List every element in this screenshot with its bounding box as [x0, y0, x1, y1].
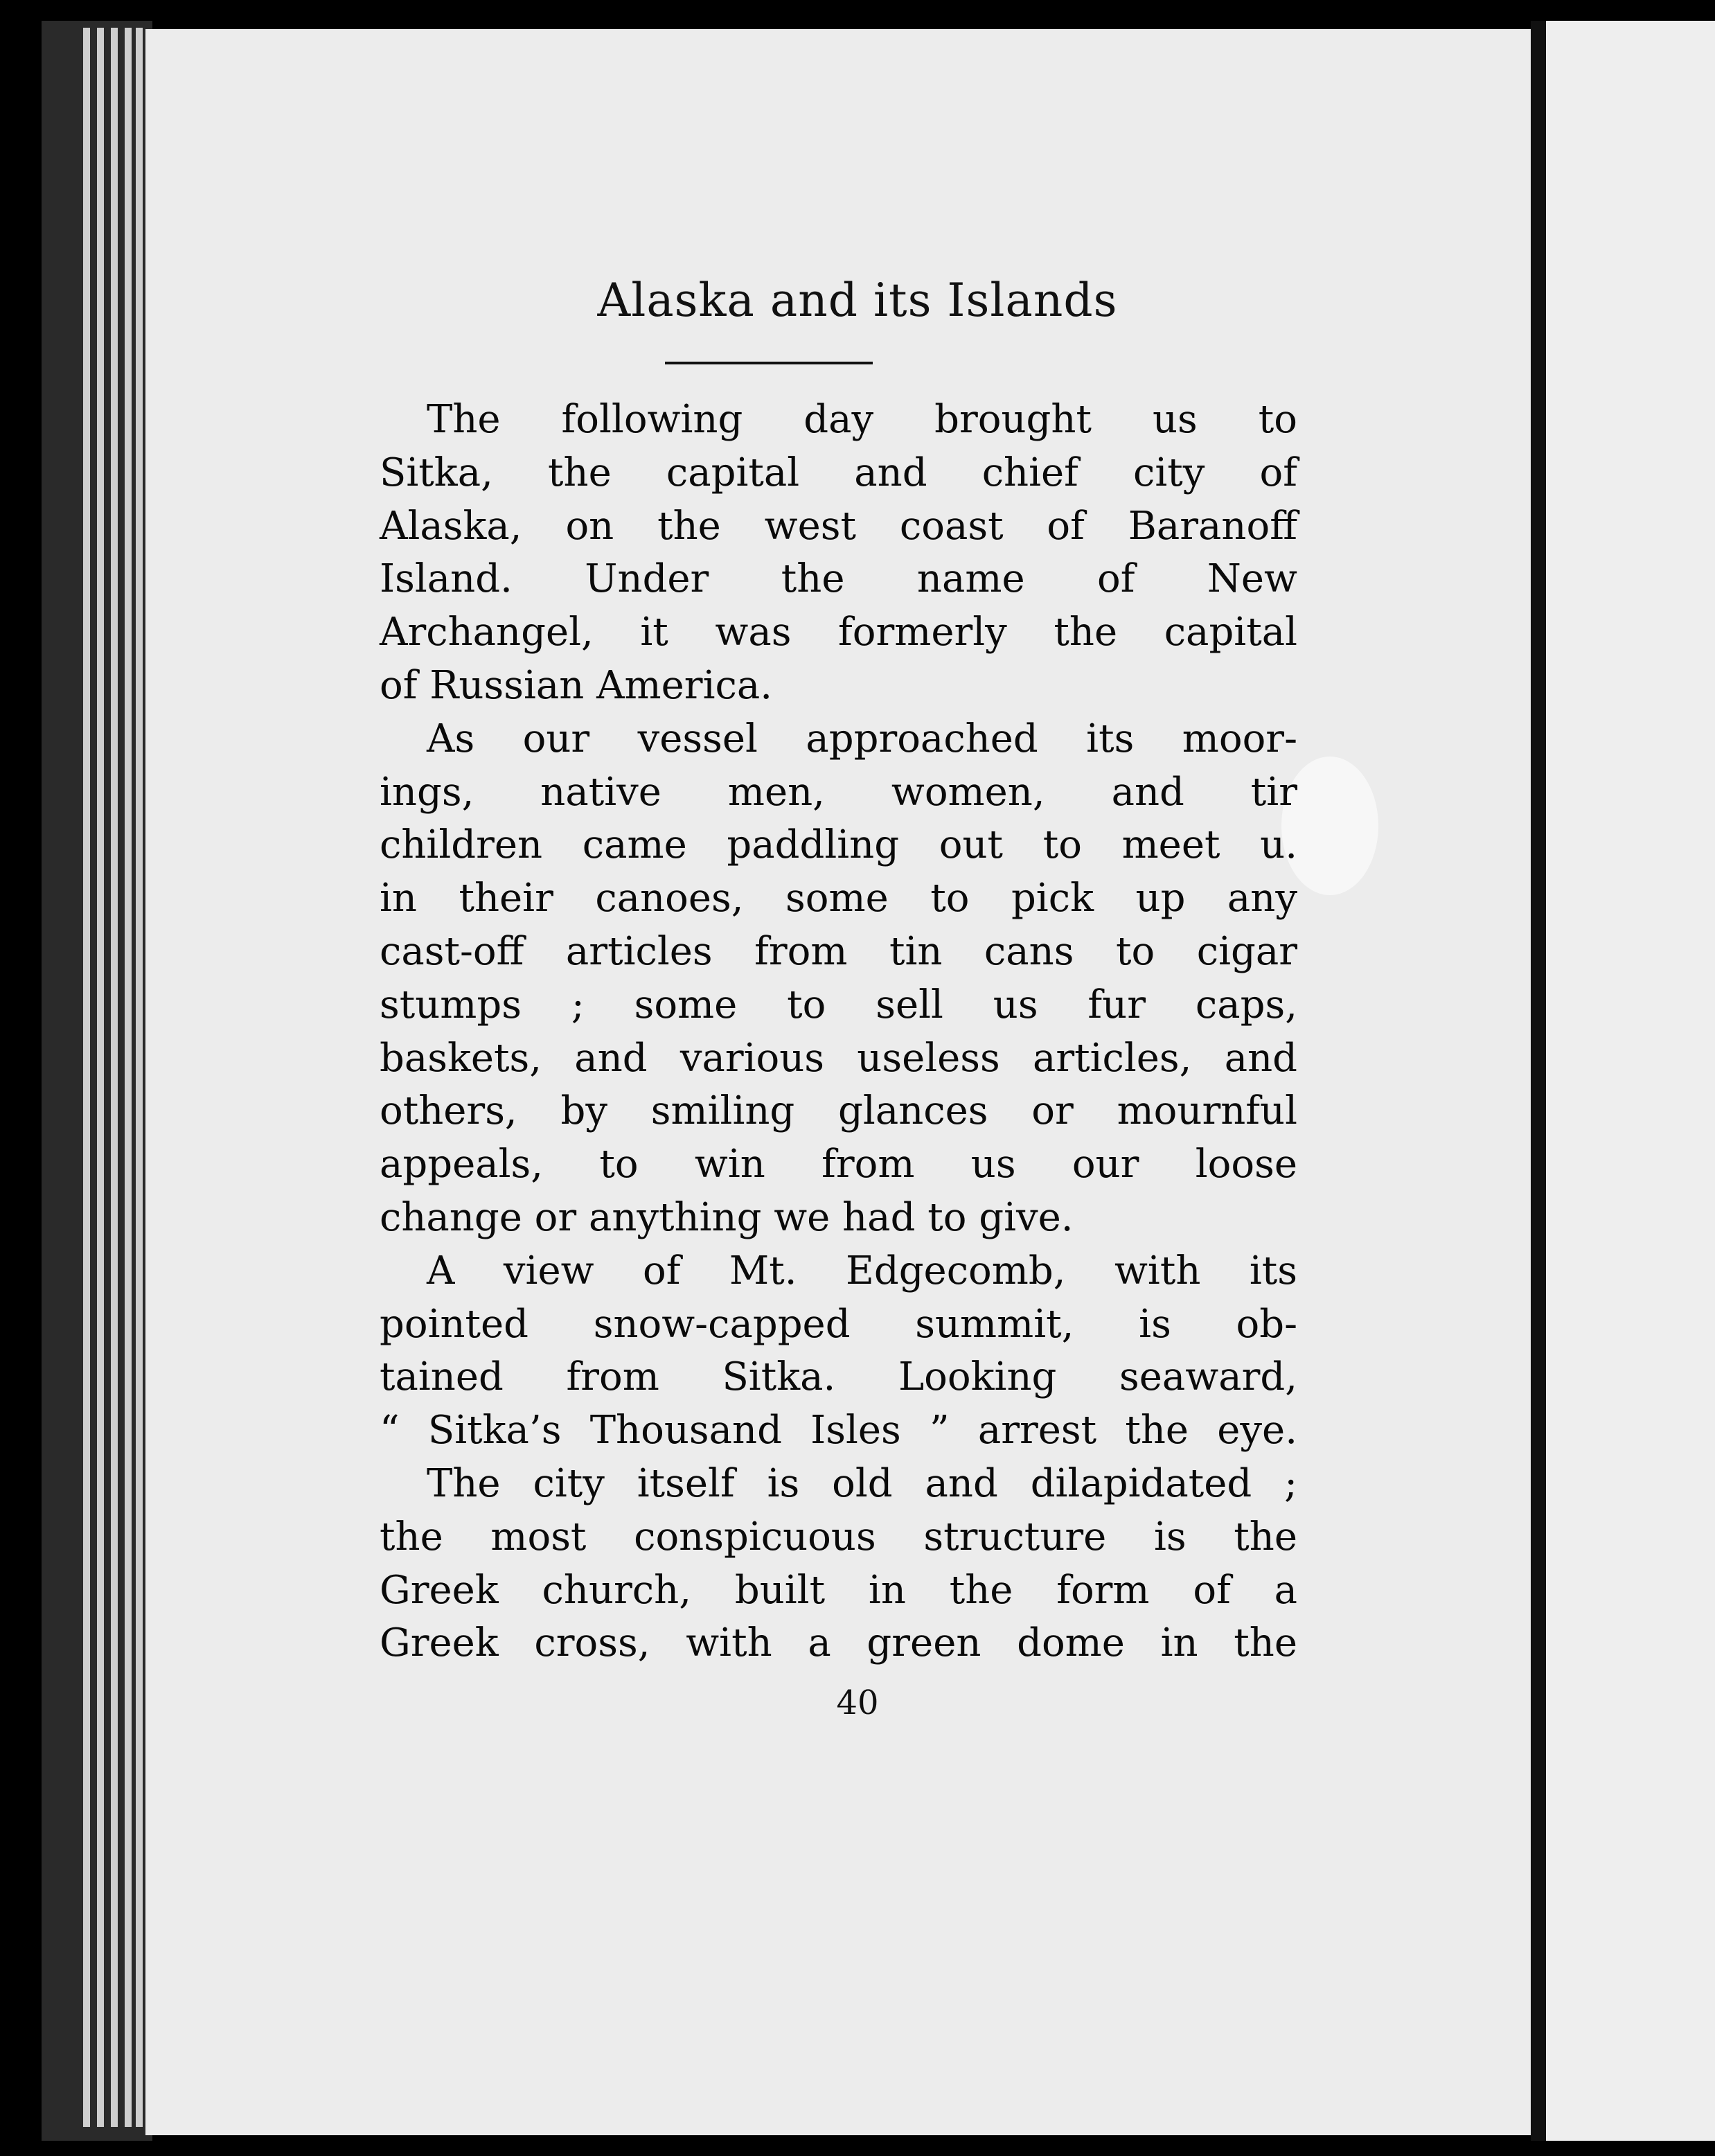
text-line: tained from Sitka. Looking seaward,: [380, 1354, 1297, 1400]
text-line: in their canoes, some to pick up any: [380, 876, 1297, 921]
text-line: of Russian America.: [380, 662, 773, 708]
text-line: Sitka, the capital and chief city of: [380, 450, 1297, 495]
page-edge: [97, 28, 104, 2127]
text-line: stumps ; some to sell us fur caps,: [380, 982, 1297, 1027]
page-edge: [125, 28, 132, 2127]
text-line: baskets, and various useless articles, and: [380, 1035, 1297, 1081]
text-line: the most conspicuous structure is the: [380, 1514, 1297, 1559]
page-edge: [136, 28, 143, 2127]
book-gutter: [1531, 21, 1546, 2141]
heading-rule: [665, 362, 873, 364]
text-line: Archangel, it was formerly the capital: [380, 610, 1297, 655]
body-text: [380, 394, 1297, 1670]
text-line: children came paddling out to meet u.: [380, 822, 1297, 868]
text-line: A view of Mt. Edgecomb, with its: [427, 1248, 1297, 1293]
text-line: The city itself is old and dilapidated ;: [427, 1460, 1297, 1506]
text-line: others, by smiling glances or mournful: [380, 1088, 1297, 1134]
page-number: 40: [836, 1684, 879, 1722]
text-line: ings, native men, women, and tir: [380, 769, 1297, 815]
page-edge: [83, 28, 90, 2127]
text-line: The following day brought us to: [427, 397, 1297, 442]
text-line: change or anything we had to give.: [380, 1194, 1074, 1240]
text-line: appeals, to win from us our loose: [380, 1142, 1297, 1187]
text-line: pointed snow-capped summit, is ob-: [380, 1301, 1297, 1347]
text-line: Greek church, built in the form of a: [380, 1567, 1297, 1613]
text-line: Island. Under the name of New: [380, 556, 1297, 602]
text-line: cast-off articles from tin cans to cigar: [380, 928, 1297, 974]
text-line: As our vessel approached its moor-: [427, 716, 1297, 761]
running-head: Alaska and its Islands: [597, 274, 1118, 327]
text-line: Greek cross, with a green dome in the: [380, 1620, 1297, 1666]
text-line: “ Sitka’s Thousand Isles ” arrest the eye.: [380, 1408, 1297, 1453]
text-line: Alaska, on the west coast of Baranoff: [380, 503, 1297, 549]
facing-page: [1546, 21, 1715, 2141]
page-edge: [111, 28, 118, 2127]
